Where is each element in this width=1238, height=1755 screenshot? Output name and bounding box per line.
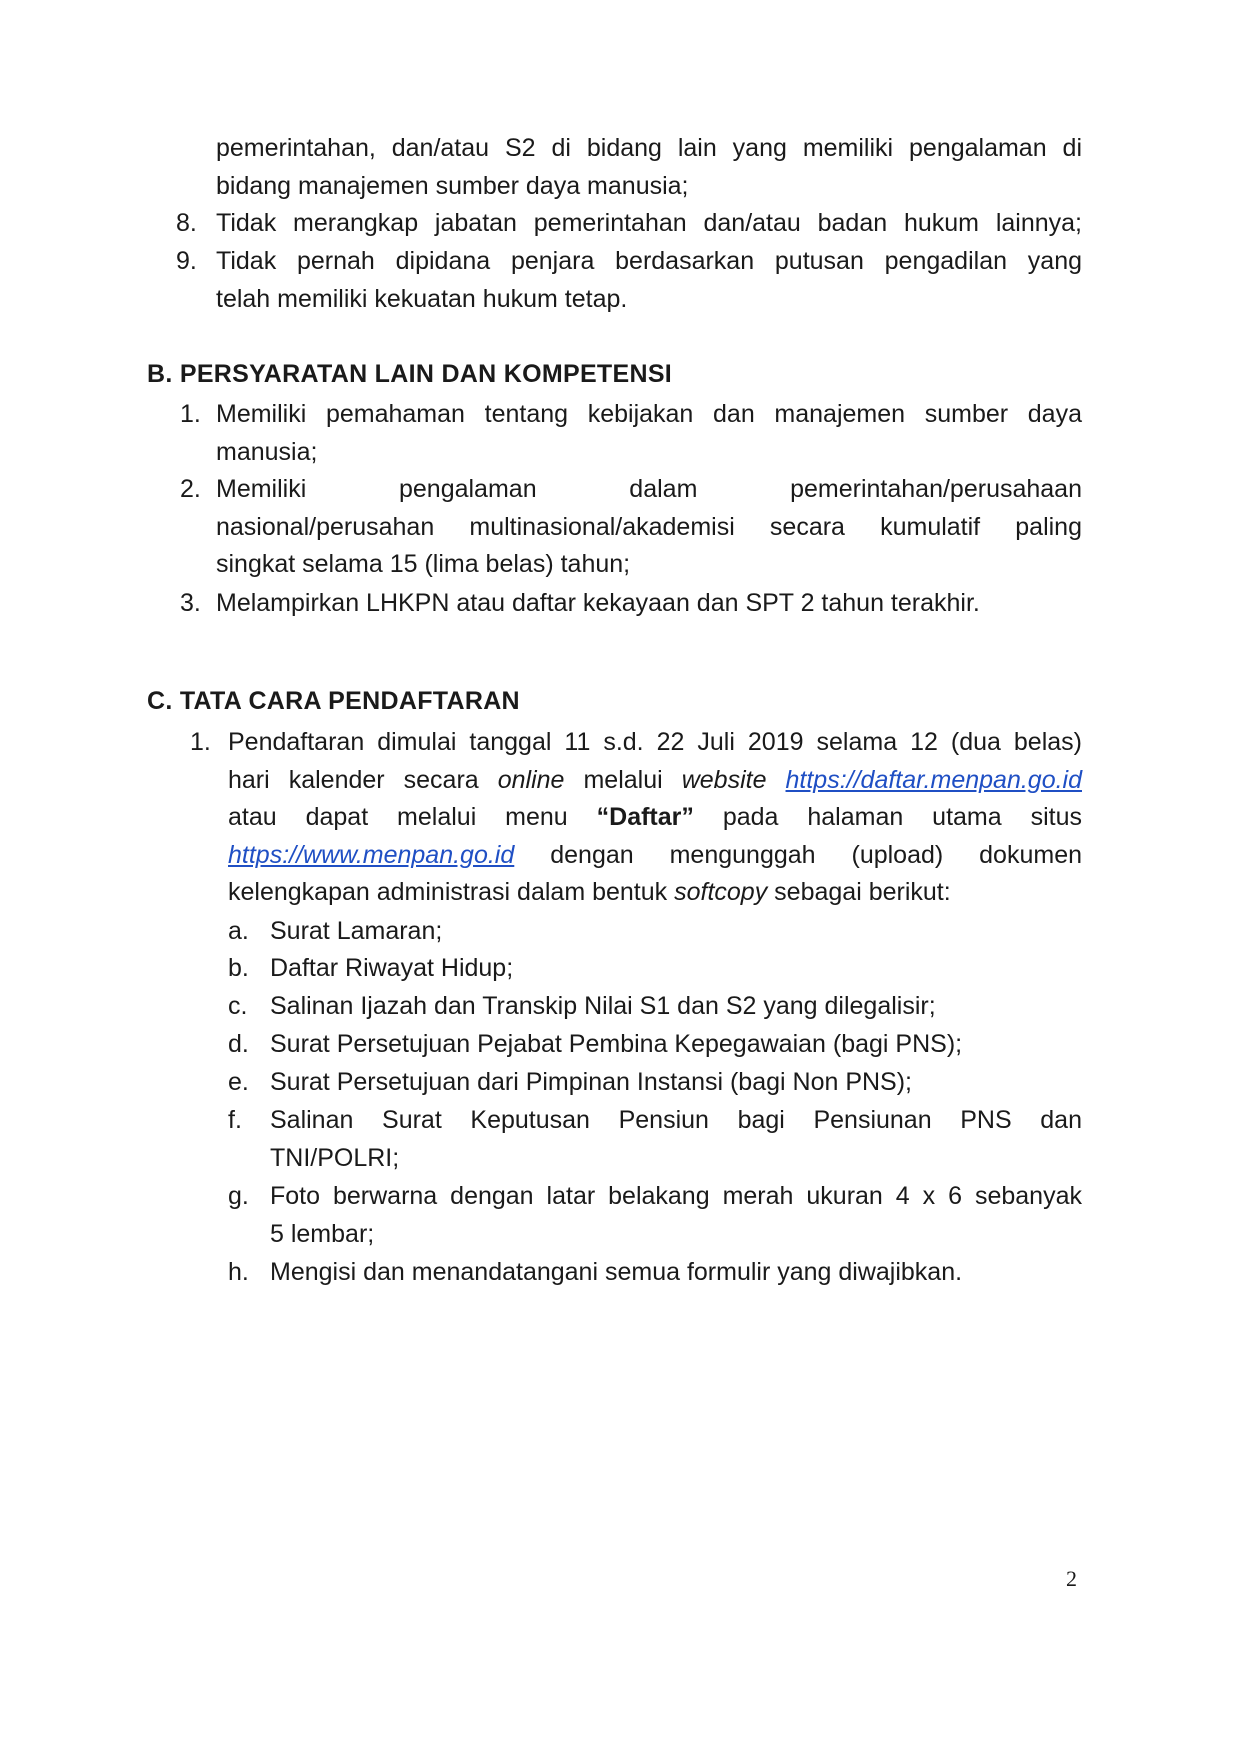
section-b-heading: B. PERSYARATAN LAIN DAN KOMPETENSI	[147, 360, 673, 388]
text-run: dengan mengunggah (upload) dokumen	[550, 840, 1082, 869]
list-item-text: manusia;	[216, 437, 318, 466]
section-a-continuation	[216, 130, 1082, 205]
text-run: pada halaman utama situs	[722, 803, 1082, 831]
list-letter: g.	[228, 1182, 249, 1210]
sub-item-text: Mengisi dan menandatangani semua formulir yang diwajibkan.	[270, 1258, 963, 1286]
list-item-text	[228, 874, 1082, 912]
text-run: sebagai berikut:	[774, 878, 951, 906]
sub-item-text: Salinan Ijazah dan Transkip Nilai S1 dan S2 yang dilegalisir;	[270, 992, 936, 1020]
paragraph-line: pemerintahan, dan/atau S2 di bidang lain yang memiliki pengalaman di	[216, 134, 1082, 162]
list-number: 9.	[176, 247, 197, 275]
text-run-italic: website	[681, 765, 767, 794]
list-letter: b.	[228, 954, 249, 982]
sub-item-text: 5 lembar;	[270, 1219, 375, 1248]
list-letter: e.	[228, 1068, 249, 1096]
list-item-text: Tidak pernah dipidana penjara berdasarkan putusan pengadilan yang	[216, 247, 1082, 275]
list-item-text: Pendaftaran dimulai tanggal 11 s.d. 22 Juli 2019 selama 12 (dua belas)	[228, 728, 1082, 756]
list-letter: f.	[228, 1106, 242, 1134]
list-number: 1.	[180, 400, 201, 428]
text-run: atau dapat melalui menu	[228, 803, 568, 831]
list-item-text: Memiliki pemahaman tentang kebijakan dan manajemen sumber daya	[216, 400, 1082, 428]
list-number: 2.	[180, 475, 201, 503]
text-run-italic: online	[497, 765, 565, 794]
page-number: 2	[1066, 1566, 1077, 1591]
sub-item-text: Surat Persetujuan Pejabat Pembina Kepegawaian (bagi PNS);	[270, 1030, 963, 1058]
list-item-text: Memiliki pengalaman dalam pemerintahan/perusahaan	[216, 475, 1082, 503]
text-run-italic: softcopy	[674, 878, 768, 906]
list-number: 8.	[176, 209, 197, 237]
text-run-bold: “Daftar”	[596, 803, 694, 831]
list-letter: a.	[228, 917, 249, 945]
sub-item-text: Surat Lamaran;	[270, 917, 443, 945]
sub-item-text: Daftar Riwayat Hidup;	[270, 954, 514, 982]
daftar-menpan-link[interactable]: https://daftar.menpan.go.id	[785, 765, 1082, 794]
sub-item-text: Foto berwarna dengan latar belakang merah ukuran 4 x 6 sebanyak	[270, 1182, 1082, 1210]
list-item-text: Tidak merangkap jabatan pemerintahan dan/atau badan hukum lainnya;	[216, 209, 1082, 237]
list-number: 1.	[190, 728, 211, 756]
sub-item-text: Salinan Surat Keputusan Pensiun bagi Pensiunan PNS dan	[270, 1106, 1082, 1134]
list-letter: c.	[228, 992, 248, 1020]
text-run: melalui	[583, 765, 663, 794]
list-number: 3.	[180, 589, 201, 617]
section-c-heading: C. TATA CARA PENDAFTARAN	[147, 687, 520, 715]
text-run: hari kalender secara	[228, 765, 479, 794]
text-run: kelengkapan administrasi dalam bentuk	[228, 878, 668, 906]
list-item-text	[228, 762, 1082, 800]
list-letter: h.	[228, 1258, 249, 1286]
list-item-text	[228, 799, 1082, 837]
list-letter: d.	[228, 1030, 249, 1058]
list-item-text	[228, 837, 1082, 875]
list-item-text: Melampirkan LHKPN atau daftar kekayaan dan SPT 2 tahun terakhir.	[216, 589, 980, 617]
sub-item-text: TNI/POLRI;	[270, 1143, 400, 1172]
sub-item-text: Surat Persetujuan dari Pimpinan Instansi (bagi Non PNS);	[270, 1068, 912, 1096]
list-item-text: telah memiliki kekuatan hukum tetap.	[216, 284, 628, 313]
list-item-text: nasional/perusahan multinasional/akademisi secara kumulatif paling	[216, 512, 1082, 541]
menpan-website-link[interactable]: https://www.menpan.go.id	[228, 840, 515, 869]
list-item-text: singkat selama 15 (lima belas) tahun;	[216, 550, 631, 578]
paragraph-line: bidang manajemen sumber daya manusia;	[216, 171, 689, 200]
